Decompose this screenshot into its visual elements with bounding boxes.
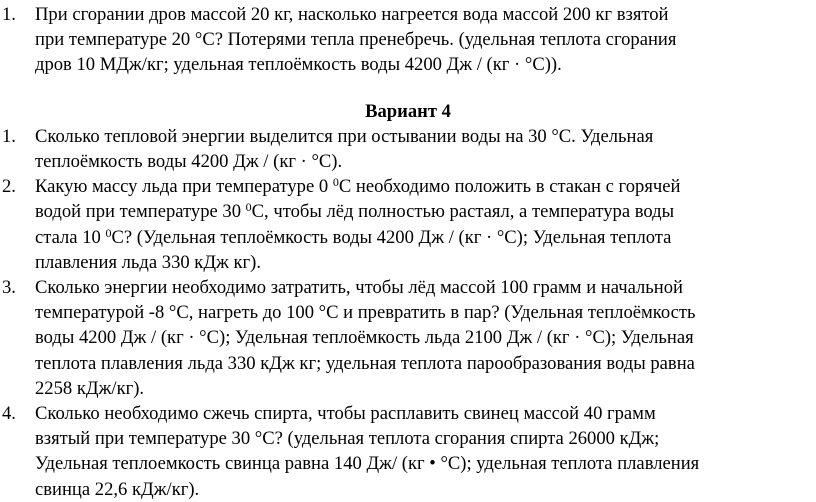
- problem-prev-1: [0, 2, 816, 78]
- degree-superscript: 0: [245, 200, 252, 215]
- problem-2: [0, 174, 816, 275]
- text-run: С, чтобы лёд полностью растаял, а температура воды: [251, 201, 675, 223]
- problem-line: 2258 кДж/кг).: [35, 377, 145, 399]
- text-run: Какую массу льда при температуре 0: [35, 176, 333, 198]
- problem-number: 3.: [2, 277, 16, 299]
- problem-line: воды 4200 Дж / (кг · °С); Удельная теплоёмкость льда 2100 Дж / (кг · °С); Удельная: [35, 327, 694, 349]
- text-run: водой при температуре 30: [35, 201, 246, 223]
- text-run: С? (Удельная теплоёмкость воды 4200 Дж / (кг · °С); Удельная теплота: [111, 226, 672, 248]
- problem-line: при температуре 20 °С? Потерями тепла пренебречь. (удельная теплота сгорания: [35, 29, 677, 51]
- problem-line: взятый при температуре 30 °С? (удельная теплота сгорания спирта 26000 кДж;: [35, 428, 660, 450]
- degree-superscript: 0: [332, 175, 339, 190]
- problem-line: теплота плавления льда 330 кДж кг; удельная теплота парообразования воды равна: [35, 352, 695, 374]
- problem-number: 1.: [2, 4, 16, 25]
- problem-line: Удельная теплоемкость свинца равна 140 Дж/ (кг • °С); удельная теплота плавления: [35, 453, 700, 475]
- problem-3: [0, 275, 816, 401]
- problem-line: [35, 225, 802, 250]
- problem-line: Сколько необходимо сжечь спирта, чтобы расплавить свинец массой 40 грамм: [35, 403, 656, 425]
- problem-line: Сколько энергии необходимо затратить, чтобы лёд массой 100 грамм и начальной: [35, 277, 683, 299]
- problem-line: дров 10 МДж/кг; удельная теплоёмкость воды 4200 Дж / (кг · °С)).: [35, 54, 562, 76]
- text-run: С необходимо положить в стакан с горячей: [338, 176, 681, 198]
- problem-line: Сколько тепловой энергии выделится при остывании воды на 30 °С. Удельная: [35, 125, 654, 147]
- variant-heading: Вариант 4: [365, 100, 451, 122]
- problem-number: 1.: [2, 125, 16, 147]
- problem-line: плавления льда 330 кДж кг).: [35, 251, 262, 273]
- problem-line: [35, 174, 802, 199]
- problem-line: свинца 22,6 кДж/кг).: [35, 478, 200, 500]
- problem-4: [0, 401, 816, 502]
- problem-line: теплоёмкость воды 4200 Дж / (кг · °С).: [35, 151, 343, 173]
- text-run: стала 10: [35, 226, 106, 248]
- problem-line: При сгорании дров массой 20 кг, насколько нагреется вода массой 200 кг взятой: [35, 4, 669, 25]
- degree-superscript: 0: [105, 225, 112, 240]
- problem-line: температурой -8 °С, нагреть до 100 °С и превратить в пар? (Удельная теплоёмкость: [35, 302, 696, 324]
- problem-line: [35, 199, 802, 224]
- problem-number: 4.: [2, 403, 16, 425]
- problem-1: [0, 124, 816, 174]
- problem-number: 2.: [2, 176, 16, 198]
